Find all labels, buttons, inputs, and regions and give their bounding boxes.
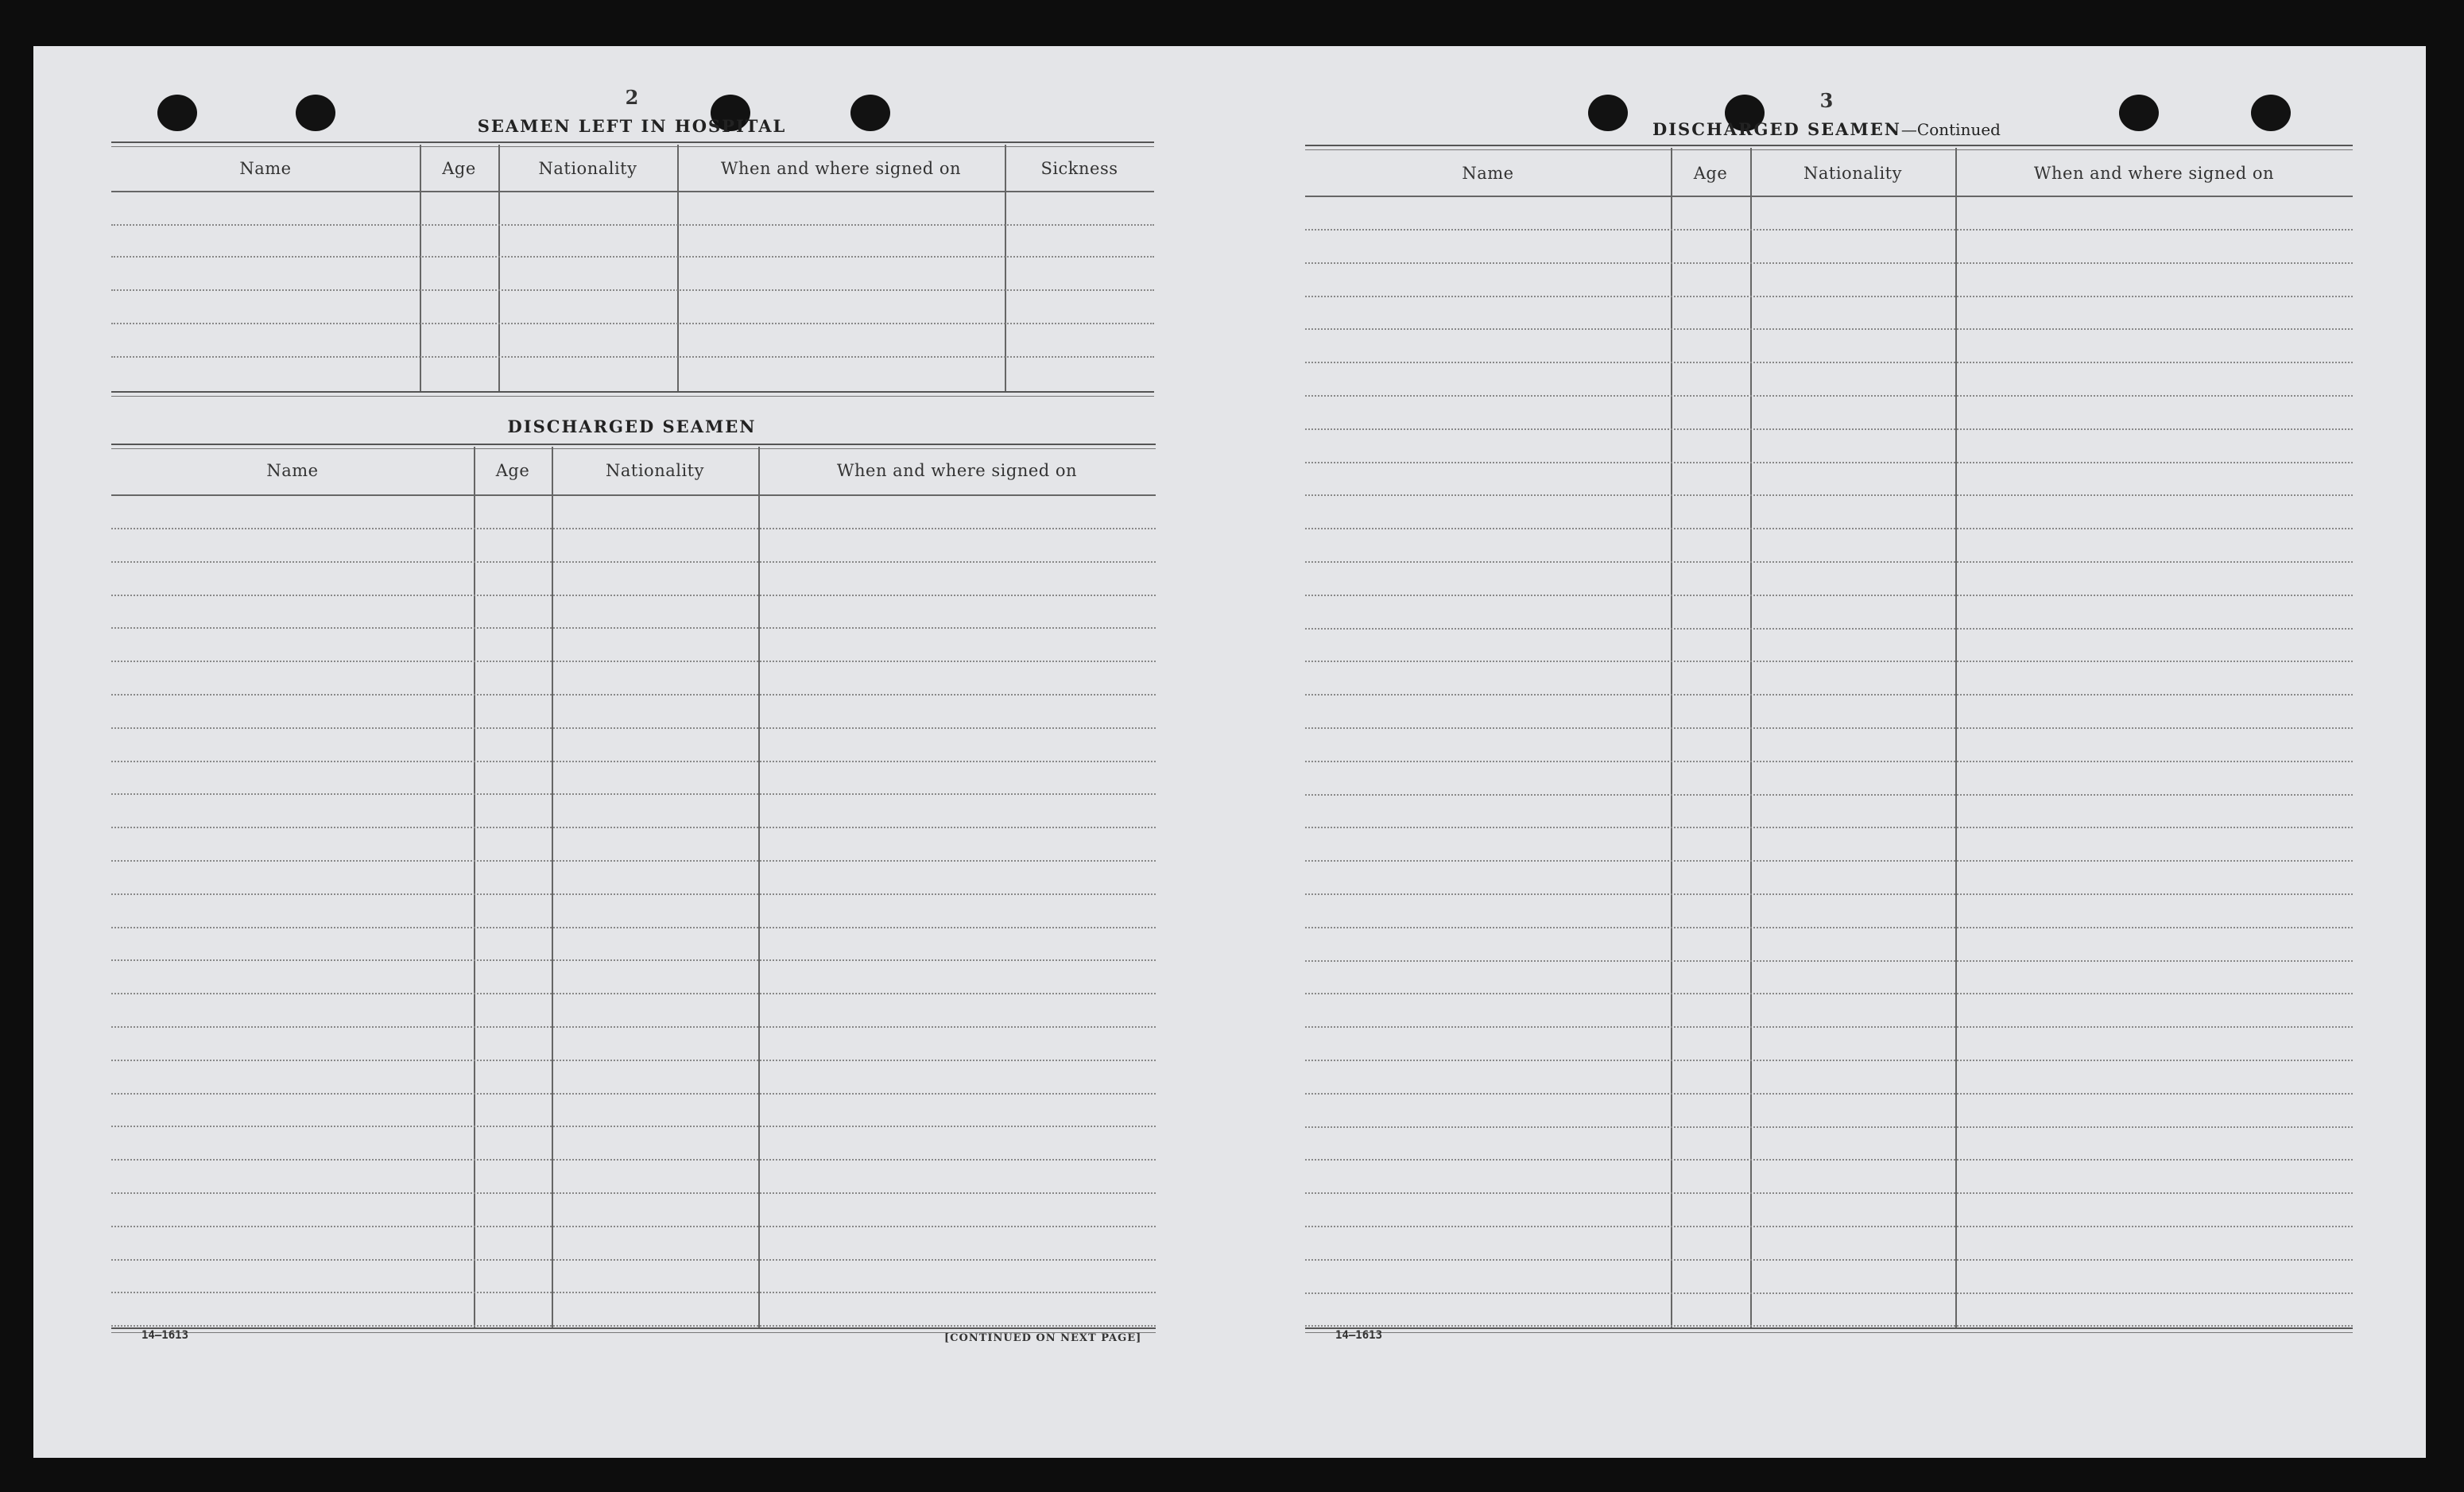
column-header-nationality: Nationality bbox=[606, 461, 704, 480]
entry-line bbox=[1305, 827, 2353, 828]
form-code: 14—1613 bbox=[1335, 1329, 1383, 1342]
entry-line bbox=[111, 1226, 1156, 1227]
entry-line bbox=[111, 661, 1156, 662]
column-header-name: Name bbox=[1462, 164, 1514, 183]
section-title-main: DISCHARGED SEAMEN bbox=[1652, 119, 1901, 139]
entry-line bbox=[1305, 262, 2353, 264]
entry-line bbox=[111, 627, 1156, 629]
section-title-discharged-continued bbox=[1652, 119, 2001, 139]
entry-line bbox=[111, 1060, 1156, 1061]
entry-line bbox=[1305, 1093, 2353, 1095]
column-header-name: Name bbox=[239, 159, 292, 178]
entry-line bbox=[1305, 727, 2353, 729]
entry-line bbox=[1305, 1259, 2353, 1261]
left-page bbox=[33, 46, 1226, 1458]
entry-line bbox=[1305, 328, 2353, 330]
entry-line bbox=[1305, 528, 2353, 529]
entry-line bbox=[111, 727, 1156, 729]
page-number: 3 bbox=[1819, 89, 1834, 112]
entry-line bbox=[1305, 1126, 2353, 1128]
section-title-discharged: DISCHARGED SEAMEN bbox=[507, 417, 757, 436]
section-title-hospital: SEAMEN LEFT IN HOSPITAL bbox=[477, 116, 787, 136]
entry-line bbox=[1305, 694, 2353, 696]
entry-line bbox=[111, 827, 1156, 828]
entry-line bbox=[1305, 761, 2353, 762]
column-header-nationality: Nationality bbox=[538, 159, 637, 178]
entry-line bbox=[111, 1325, 1156, 1327]
column-header-age: Age bbox=[495, 461, 530, 480]
entry-line bbox=[111, 1093, 1156, 1095]
entry-line bbox=[1305, 595, 2353, 596]
entry-line bbox=[111, 1126, 1156, 1127]
hospital-table bbox=[111, 141, 1154, 444]
entry-line bbox=[111, 595, 1156, 596]
column-header-age: Age bbox=[442, 159, 476, 178]
entry-line bbox=[111, 323, 1154, 324]
entry-line bbox=[1305, 1060, 2353, 1061]
entry-line bbox=[111, 1026, 1156, 1028]
entry-line bbox=[111, 694, 1156, 696]
entry-line bbox=[111, 256, 1154, 258]
discharged-continued-table bbox=[1305, 145, 2353, 1385]
discharged-continued-table-header bbox=[1305, 164, 2353, 183]
right-page bbox=[1226, 46, 2426, 1458]
entry-line bbox=[111, 1292, 1156, 1293]
entry-line bbox=[111, 761, 1156, 762]
entry-line bbox=[111, 860, 1156, 862]
entry-line bbox=[1305, 1159, 2353, 1161]
entry-line bbox=[111, 1259, 1156, 1261]
entry-line bbox=[1305, 428, 2353, 430]
entry-line bbox=[1305, 229, 2353, 231]
entry-line bbox=[111, 893, 1156, 895]
entry-line bbox=[1305, 993, 2353, 994]
entry-line bbox=[111, 793, 1156, 795]
entry-line bbox=[1305, 893, 2353, 895]
discharged-table-header bbox=[111, 461, 1156, 480]
entry-line bbox=[1305, 628, 2353, 630]
column-header-age: Age bbox=[1693, 164, 1728, 183]
column-header-signed-on: When and where signed on bbox=[836, 461, 1078, 480]
ledger-sheet bbox=[33, 46, 2426, 1458]
form-code: 14—1613 bbox=[141, 1329, 189, 1342]
entry-line bbox=[111, 356, 1154, 358]
entry-line bbox=[1305, 960, 2353, 962]
entry-line bbox=[1305, 1292, 2353, 1294]
entry-line bbox=[111, 993, 1156, 994]
entry-line bbox=[1305, 395, 2353, 397]
continued-note: [CONTINUED ON NEXT PAGE] bbox=[944, 1332, 1142, 1344]
entry-line bbox=[111, 561, 1156, 563]
entry-line bbox=[111, 927, 1156, 928]
entry-line bbox=[1305, 296, 2353, 297]
entry-line bbox=[1305, 860, 2353, 862]
entry-line bbox=[1305, 494, 2353, 496]
column-header-name: Name bbox=[266, 461, 319, 480]
entry-line bbox=[1305, 927, 2353, 928]
column-header-sickness: Sickness bbox=[1040, 159, 1118, 178]
entry-line bbox=[111, 224, 1154, 226]
section-title-suffix: —Continued bbox=[1900, 120, 2001, 139]
entry-line bbox=[111, 959, 1156, 961]
entry-line bbox=[1305, 661, 2353, 662]
entry-line bbox=[111, 528, 1156, 529]
column-header-signed-on: When and where signed on bbox=[2033, 164, 2275, 183]
page-number: 2 bbox=[625, 86, 639, 109]
entry-line bbox=[111, 1192, 1156, 1194]
column-header-signed-on: When and where signed on bbox=[720, 159, 962, 178]
hospital-table-header bbox=[111, 159, 1154, 178]
entry-line bbox=[1305, 561, 2353, 563]
column-header-nationality: Nationality bbox=[1803, 164, 1902, 183]
entry-line bbox=[111, 289, 1154, 291]
entry-line bbox=[1305, 794, 2353, 796]
entry-line bbox=[1305, 362, 2353, 363]
discharged-table bbox=[111, 444, 1156, 1382]
entry-line bbox=[1305, 1226, 2353, 1227]
entry-line bbox=[111, 1159, 1156, 1161]
entry-line bbox=[1305, 1026, 2353, 1028]
entry-line bbox=[1305, 1192, 2353, 1194]
entry-line bbox=[1305, 462, 2353, 463]
